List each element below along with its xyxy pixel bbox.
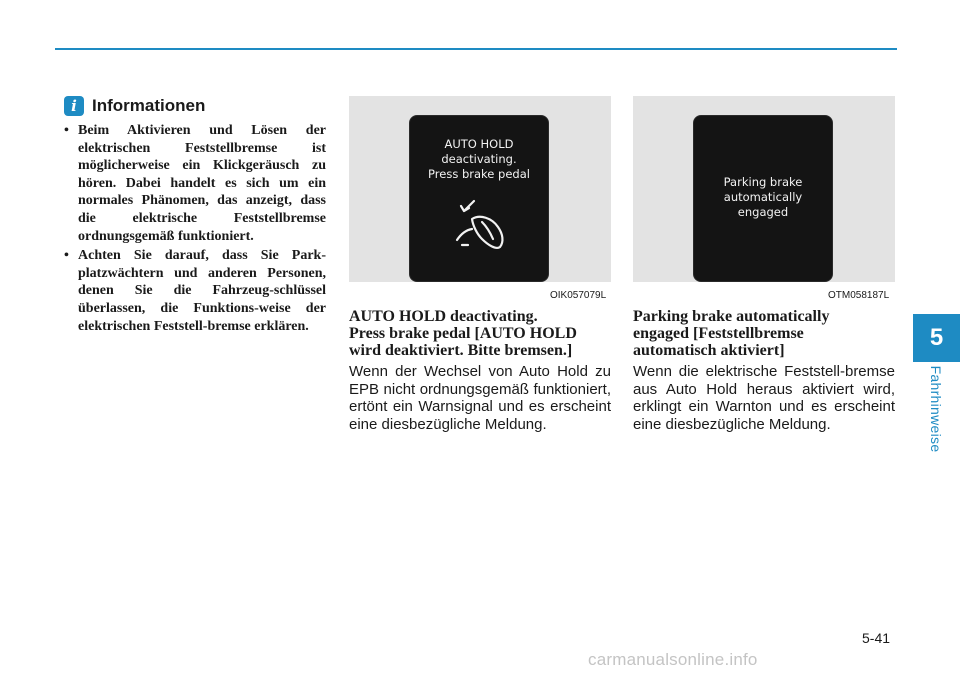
section-title-parking-brake xyxy=(633,308,895,359)
section-body-auto-hold: Wenn der Wechsel von Auto Hold zu EPB nicht ordnungsgemäß funktioniert, ertönt ein Warnsignal und es erscheint eine diesbezügliche Meldung. xyxy=(349,363,611,433)
display-line: engaged xyxy=(737,205,789,219)
info-icon: i xyxy=(64,96,84,116)
cluster-display xyxy=(410,116,548,281)
figure-code: OIK057079L xyxy=(550,290,607,301)
chapter-label: Fahrhinweise xyxy=(928,365,944,453)
display-line: automatically xyxy=(723,190,803,204)
chapter-number-tab[interactable]: 5 xyxy=(913,314,960,362)
info-list xyxy=(64,122,326,337)
display-line: Parking brake xyxy=(723,175,803,189)
display-line: AUTO HOLD xyxy=(444,137,514,151)
display-line: deactivating. xyxy=(441,152,517,166)
page-number: 5-41 xyxy=(862,630,891,646)
section-body-parking-brake: Wenn die elektrische Feststell-bremse aus Auto Hold heraus aktiviert wird, erklingt ein Warnton und es erscheint eine diesbezügliche Meldung. xyxy=(633,363,895,433)
display-line: Press brake pedal xyxy=(428,167,530,181)
info-heading xyxy=(64,96,205,116)
cluster-message xyxy=(410,137,548,182)
cluster-display xyxy=(694,116,832,281)
info-item: • Beim Aktivieren und Lösen der elektrischen Feststellbremse ist möglicherweise ein Klickgeräusch zu hören. Dabei handelt es sich um ein normales Phänomen, das anzeigt, dass die elektrische Feststellbremse ordnungsgemäß funktioniert. xyxy=(64,122,326,245)
watermark: carmanualsonline.info xyxy=(588,650,758,669)
figure-code: OTM058187L xyxy=(828,290,890,301)
info-item: • Achten Sie darauf, dass Sie Park-platzwächtern und anderen Personen, denen Sie die Fahrzeug-schlüssel überlassen, die Funktions-weise der elektrischen Feststell-bremse erklären. xyxy=(64,247,326,335)
section-title-line: Parking brake automatically xyxy=(633,308,830,325)
section-title-line: wird deaktiviert. Bitte bremsen.] xyxy=(349,342,573,359)
info-title: Informationen xyxy=(92,96,206,115)
figure-parking-brake-engaged xyxy=(633,96,895,282)
section-title-line: Press brake pedal [AUTO HOLD xyxy=(349,325,577,342)
section-title-line: AUTO HOLD deactivating. xyxy=(349,308,538,325)
figure-auto-hold-deactivating xyxy=(349,96,611,282)
section-title-line: engaged [Feststellbremse xyxy=(633,325,804,342)
header-rule xyxy=(55,48,897,50)
section-title-auto-hold xyxy=(349,308,611,359)
cluster-message xyxy=(694,175,832,220)
section-title-line: automatisch aktiviert] xyxy=(633,342,785,359)
foot-on-brake-pedal-icon xyxy=(452,198,512,254)
